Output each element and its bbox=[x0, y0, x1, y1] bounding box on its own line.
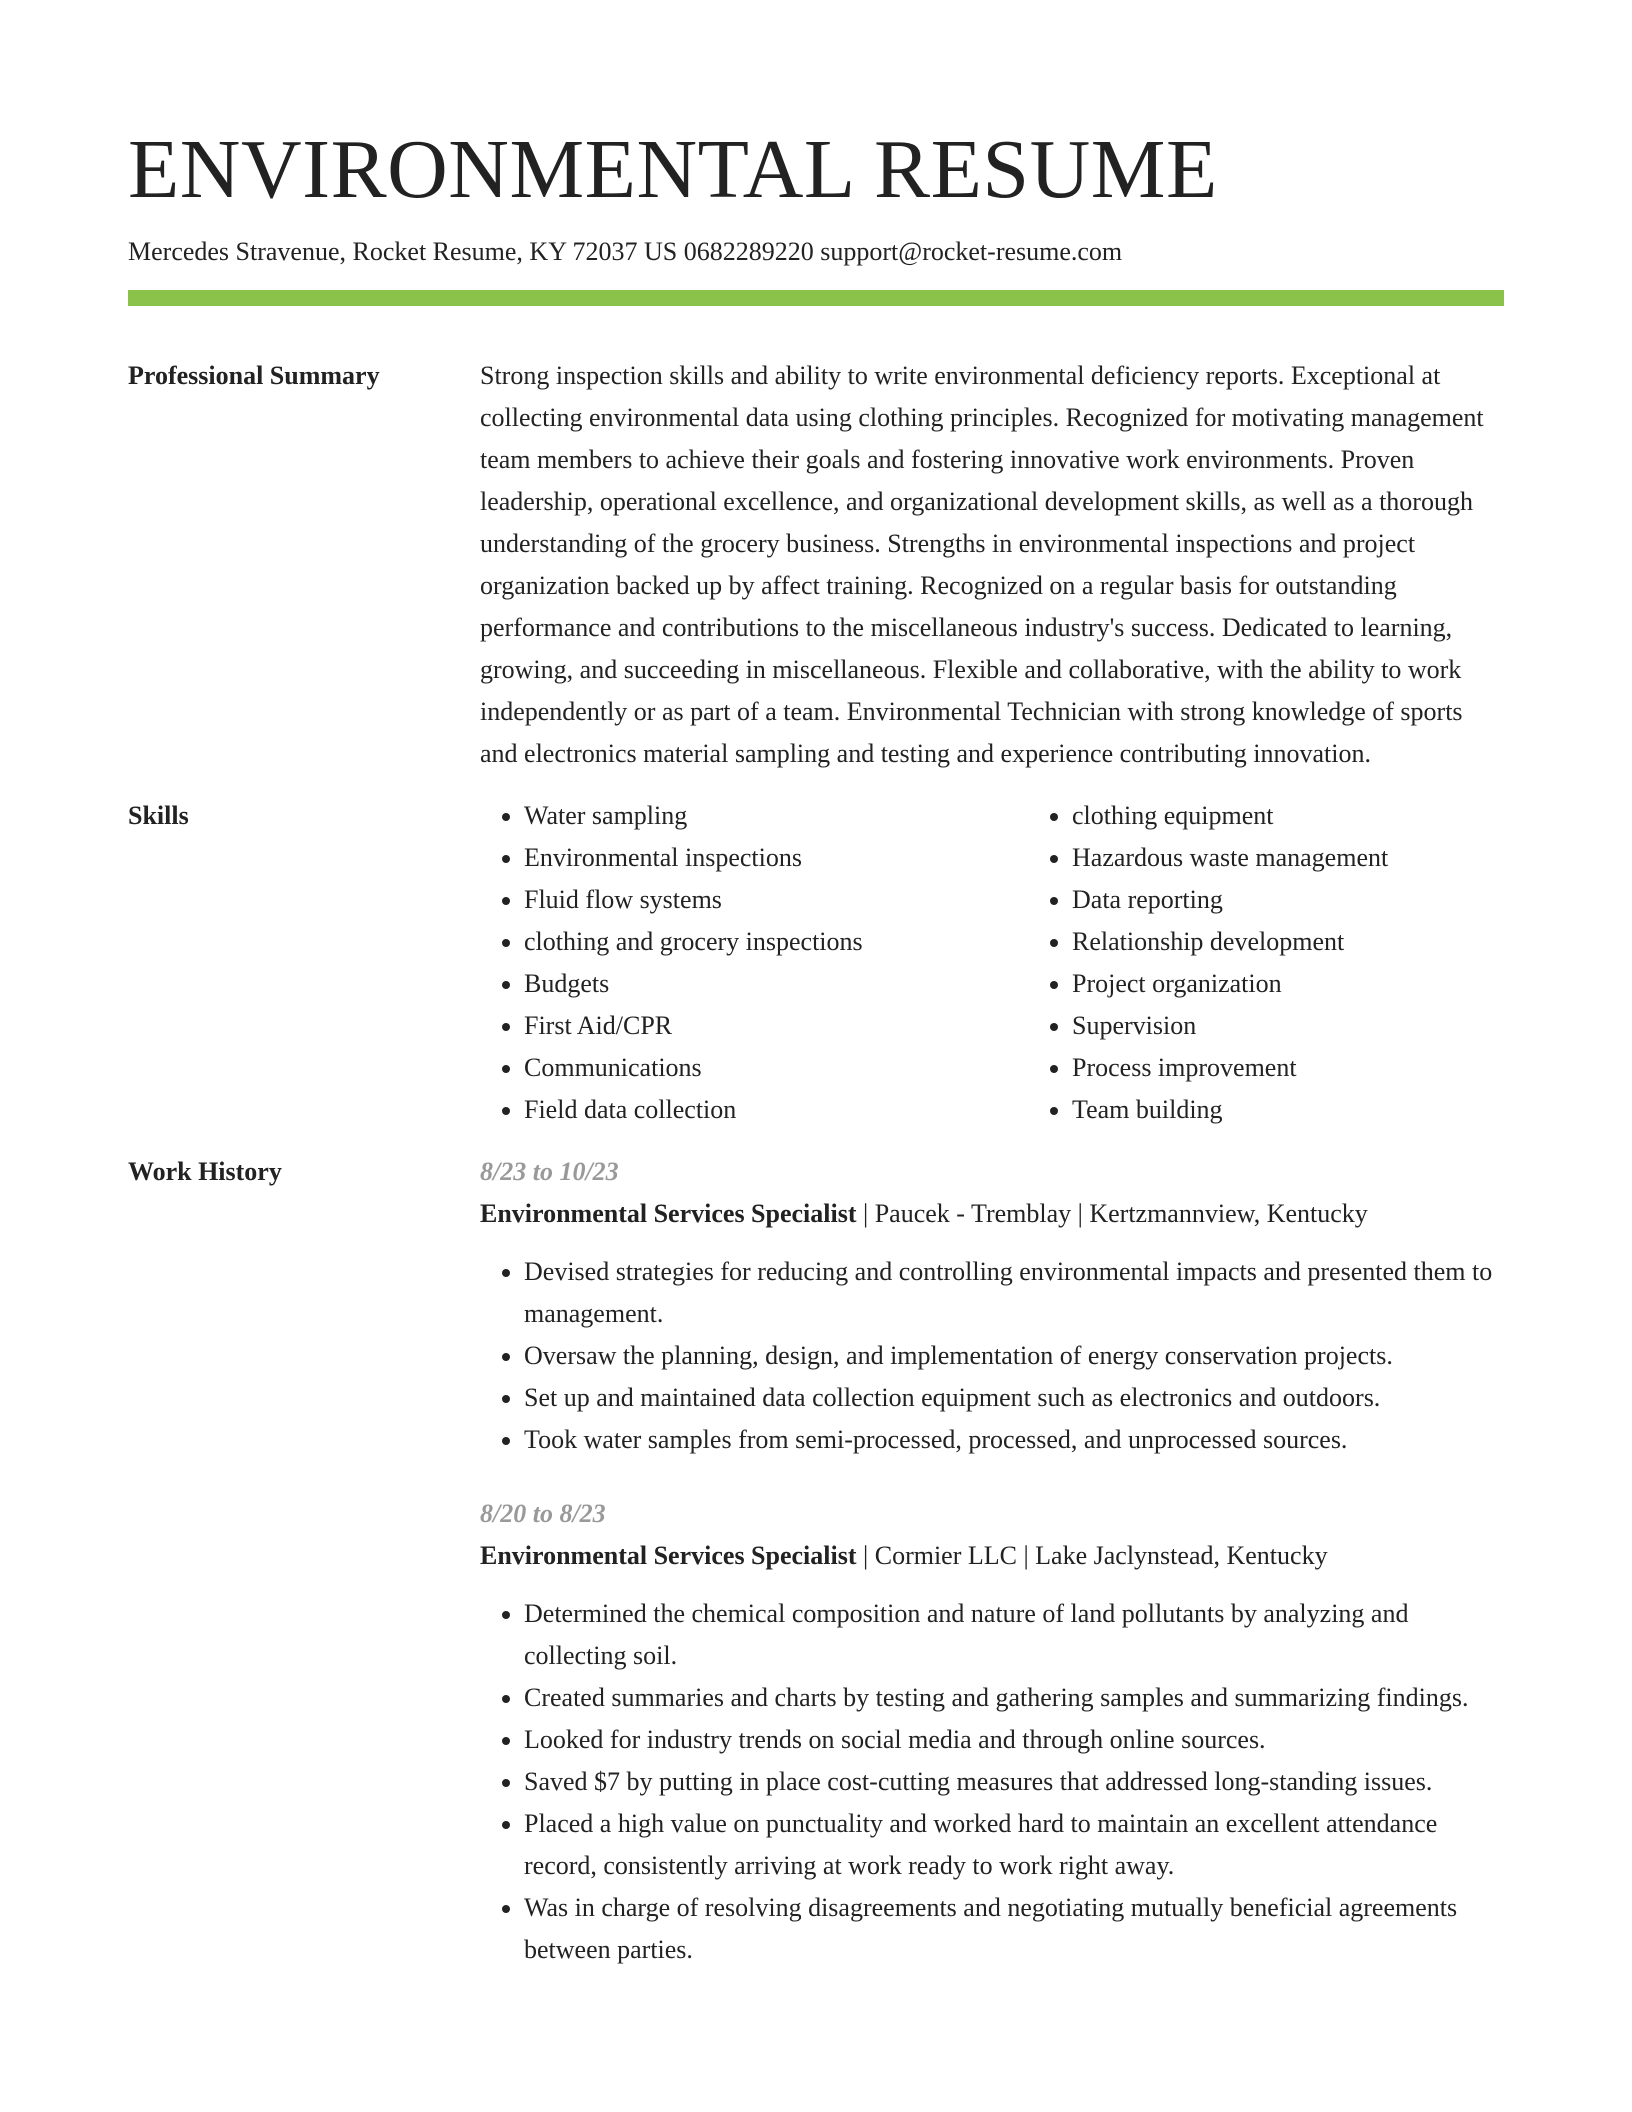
job-heading bbox=[480, 1193, 1504, 1235]
job-bullet: • Determined the chemical composition and nature of land pollutants by analyzing and collecting soil. bbox=[524, 1593, 1504, 1677]
skill-item: • Process improvement bbox=[1072, 1047, 1576, 1089]
skill-item: • Relationship development bbox=[1072, 921, 1576, 963]
skills-column-right bbox=[1028, 795, 1576, 1131]
skill-item: • Supervision bbox=[1072, 1005, 1576, 1047]
job-date: 8/23 to 10/23 bbox=[480, 1157, 619, 1186]
job-bullet: • Took water samples from semi-processed, processed, and unprocessed sources. bbox=[524, 1419, 1504, 1461]
job-bullet: • Looked for industry trends on social media and through online sources. bbox=[524, 1719, 1504, 1761]
job-bullet: • Devised strategies for reducing and controlling environmental impacts and presented them to management. bbox=[524, 1251, 1504, 1335]
header-divider bbox=[128, 290, 1504, 306]
job-bullet: • Set up and maintained data collection equipment such as electronics and outdoors. bbox=[524, 1377, 1504, 1419]
job-title: Environmental Services Specialist bbox=[480, 1199, 857, 1228]
job-bullets bbox=[480, 1251, 1504, 1461]
summary-section bbox=[128, 355, 1504, 775]
skills-column-left bbox=[480, 795, 1028, 1131]
skill-item: • First Aid/CPR bbox=[524, 1005, 1028, 1047]
skills-section bbox=[128, 795, 1504, 1131]
job-bullet: • Placed a high value on punctuality and worked hard to maintain an excellent attendance record, consistently arriving at work ready to work right away. bbox=[524, 1803, 1504, 1887]
summary-label: Professional Summary bbox=[128, 361, 380, 390]
job-bullet: • Saved $7 by putting in place cost-cutting measures that addressed long-standing issues. bbox=[524, 1761, 1504, 1803]
work-history-body bbox=[480, 1151, 1504, 1971]
job-details: | Paucek - Tremblay | Kertzmannview, Kentucky bbox=[856, 1199, 1368, 1228]
job-bullets bbox=[480, 1593, 1504, 1971]
skill-item: • Project organization bbox=[1072, 963, 1576, 1005]
skills-label: Skills bbox=[128, 801, 189, 830]
resume-page bbox=[128, 118, 1504, 1971]
skills-grid bbox=[480, 795, 1576, 1131]
job-details: | Cormier LLC | Lake Jaclynstead, Kentucky bbox=[856, 1541, 1328, 1570]
job-title: Environmental Services Specialist bbox=[480, 1541, 857, 1570]
skill-item: • Communications bbox=[524, 1047, 1028, 1089]
contact-email: support@rocket-resume.com bbox=[820, 237, 1123, 266]
skill-item: • Hazardous waste management bbox=[1072, 837, 1576, 879]
job-bullet: • Created summaries and charts by testing and gathering samples and summarizing findings. bbox=[524, 1677, 1504, 1719]
skill-item: • Team building bbox=[1072, 1089, 1576, 1131]
job-bullet: • Oversaw the planning, design, and implementation of energy conservation projects. bbox=[524, 1335, 1504, 1377]
job-bullet: • Was in charge of resolving disagreements and negotiating mutually beneficial agreements between parties. bbox=[524, 1887, 1504, 1971]
resume-title: ENVIRONMENTAL RESUME bbox=[128, 123, 1218, 216]
job-date: 8/20 to 8/23 bbox=[480, 1499, 606, 1528]
skill-item: • Field data collection bbox=[524, 1089, 1028, 1131]
skill-item: • Budgets bbox=[524, 963, 1028, 1005]
work-history-section bbox=[128, 1151, 1504, 1971]
skill-item: • clothing equipment bbox=[1072, 795, 1576, 837]
contact-line bbox=[128, 234, 1504, 270]
skill-item: • Environmental inspections bbox=[524, 837, 1028, 879]
contact-address: Mercedes Stravenue, Rocket Resume, KY 72037 US bbox=[128, 237, 678, 266]
skill-item: • Data reporting bbox=[1072, 879, 1576, 921]
skill-item: • Fluid flow systems bbox=[524, 879, 1028, 921]
skill-item: • clothing and grocery inspections bbox=[524, 921, 1028, 963]
contact-phone: 0682289220 bbox=[683, 237, 814, 266]
job-entry bbox=[480, 1151, 1504, 1461]
summary-text: Strong inspection skills and ability to write environmental deficiency reports. Exceptional at collecting environmental data using clothing principles. Recognized for motivating management team members to achieve their goals and fostering innovative work environments. Proven leadership, operational excellence, and organizational development skills, as well as a thorough understanding of the grocery business. Strengths in environmental inspections and project organization backed up by affect training. Recognized on a regular basis for outstanding performance and contributions to the miscellaneous industry's success. Dedicated to learning, growing, and succeeding in miscellaneous. Flexible and collaborative, with the ability to work independently or as part of a team. Environmental Technician with strong knowledge of sports and electronics material sampling and testing and experience contributing innovation. bbox=[480, 361, 1484, 768]
job-heading bbox=[480, 1535, 1504, 1577]
work-history-label: Work History bbox=[128, 1157, 282, 1186]
job-entry bbox=[480, 1493, 1504, 1971]
skill-item: • Water sampling bbox=[524, 795, 1028, 837]
